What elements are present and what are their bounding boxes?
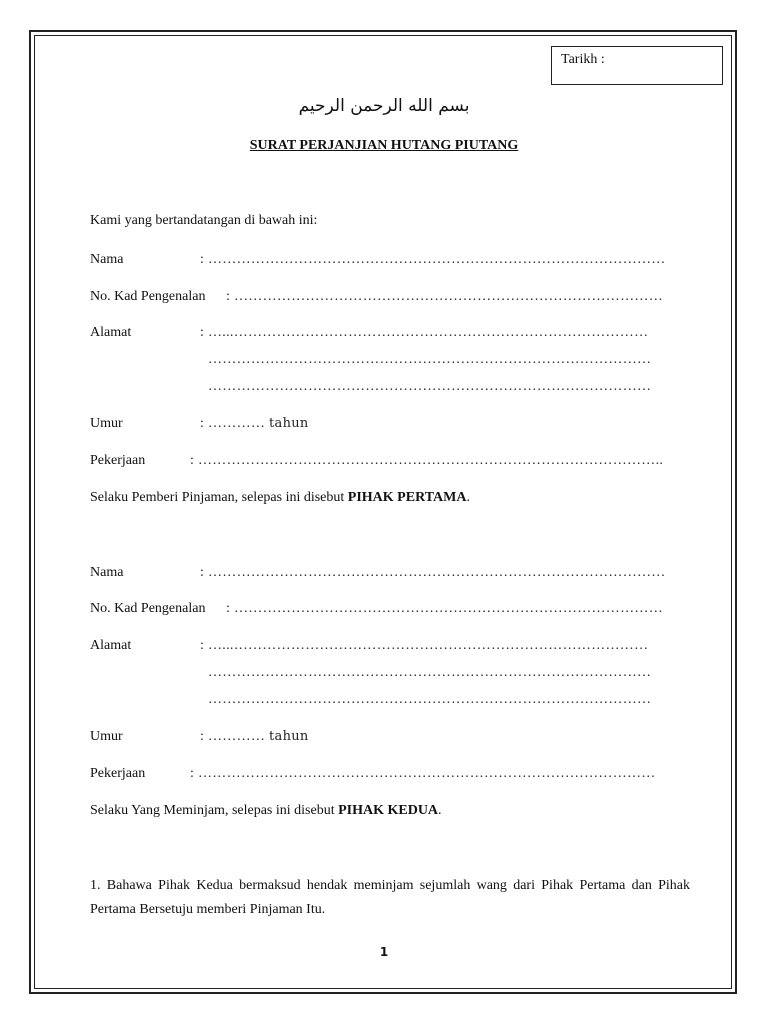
- party2-address-field-2[interactable]: …………………………………………………………………………………: [208, 665, 652, 680]
- party2-job-field[interactable]: : ……………………………………………………………………………………: [190, 766, 656, 781]
- party1-address-field-2[interactable]: …………………………………………………………………………………: [208, 352, 652, 367]
- party2-age-field[interactable]: [200, 729, 309, 745]
- party1-age-fill: : …………: [200, 416, 266, 431]
- party2-age-unit: tahun: [269, 729, 309, 744]
- intro-text: Kami yang bertandatangan di bawah ini:: [90, 213, 318, 228]
- party2-role: [90, 803, 442, 819]
- party2-ic-field[interactable]: : ………………………………………………………………………………: [226, 601, 663, 616]
- party2-ic-label: No. Kad Pengenalan: [90, 601, 206, 616]
- clause-1: 1. Bahawa Pihak Kedua bermaksud hendak meminjam sejumlah wang dari Pihak Pertama dan Pihak Pertama Bersetuju memberi Pinjaman Itu.: [90, 878, 690, 917]
- date-box[interactable]: [551, 46, 723, 85]
- party1-role-bold: PIHAK PERTAMA: [347, 490, 467, 505]
- party1-role-end: .: [466, 490, 470, 505]
- party2-address-field-3[interactable]: …………………………………………………………………………………: [208, 692, 652, 707]
- party2-age-label: Umur: [90, 729, 123, 744]
- party1-age-unit: tahun: [269, 416, 309, 431]
- party2-address-label: Alamat: [90, 638, 132, 653]
- party2-job-label: Pekerjaan: [90, 766, 146, 781]
- party1-role: [90, 490, 470, 506]
- party2-role-bold: PIHAK KEDUA: [338, 803, 439, 818]
- party2-role-end: .: [438, 803, 442, 818]
- date-label: Tarikh :: [561, 52, 605, 67]
- party2-address-field-1[interactable]: : …...……………………………………………………………………………: [200, 638, 649, 653]
- party1-age-label: Umur: [90, 416, 123, 431]
- party1-ic-label: No. Kad Pengenalan: [90, 289, 206, 304]
- page-number: 1: [379, 945, 389, 959]
- party1-address-label: Alamat: [90, 325, 132, 340]
- party2-name-field[interactable]: : ……………………………………………………………………………………: [200, 565, 666, 580]
- party1-ic-field[interactable]: : ………………………………………………………………………………: [226, 289, 663, 304]
- party1-address-field-1[interactable]: : …...……………………………………………………………………………: [200, 325, 649, 340]
- document-title: SURAT PERJANJIAN HUTANG PIUTANG: [249, 138, 519, 153]
- party1-name-label: Nama: [90, 252, 124, 267]
- party2-age-fill: : …………: [200, 729, 266, 744]
- party2-name-label: Nama: [90, 565, 124, 580]
- party1-job-field[interactable]: : ……………………………………………………………………………………..: [190, 453, 664, 468]
- basmala: بسم الله الرحمن الرحيم: [298, 96, 470, 116]
- party1-address-field-3[interactable]: …………………………………………………………………………………: [208, 379, 652, 394]
- party1-age-field[interactable]: [200, 416, 309, 432]
- party2-role-text: Selaku Yang Meminjam, selepas ini disebut: [90, 803, 339, 818]
- page-border-inner: [34, 35, 732, 989]
- party1-job-label: Pekerjaan: [90, 453, 146, 468]
- party1-name-field[interactable]: : ……………………………………………………………………………………: [200, 252, 666, 267]
- party1-role-text: Selaku Pemberi Pinjaman, selepas ini disebut: [90, 490, 348, 505]
